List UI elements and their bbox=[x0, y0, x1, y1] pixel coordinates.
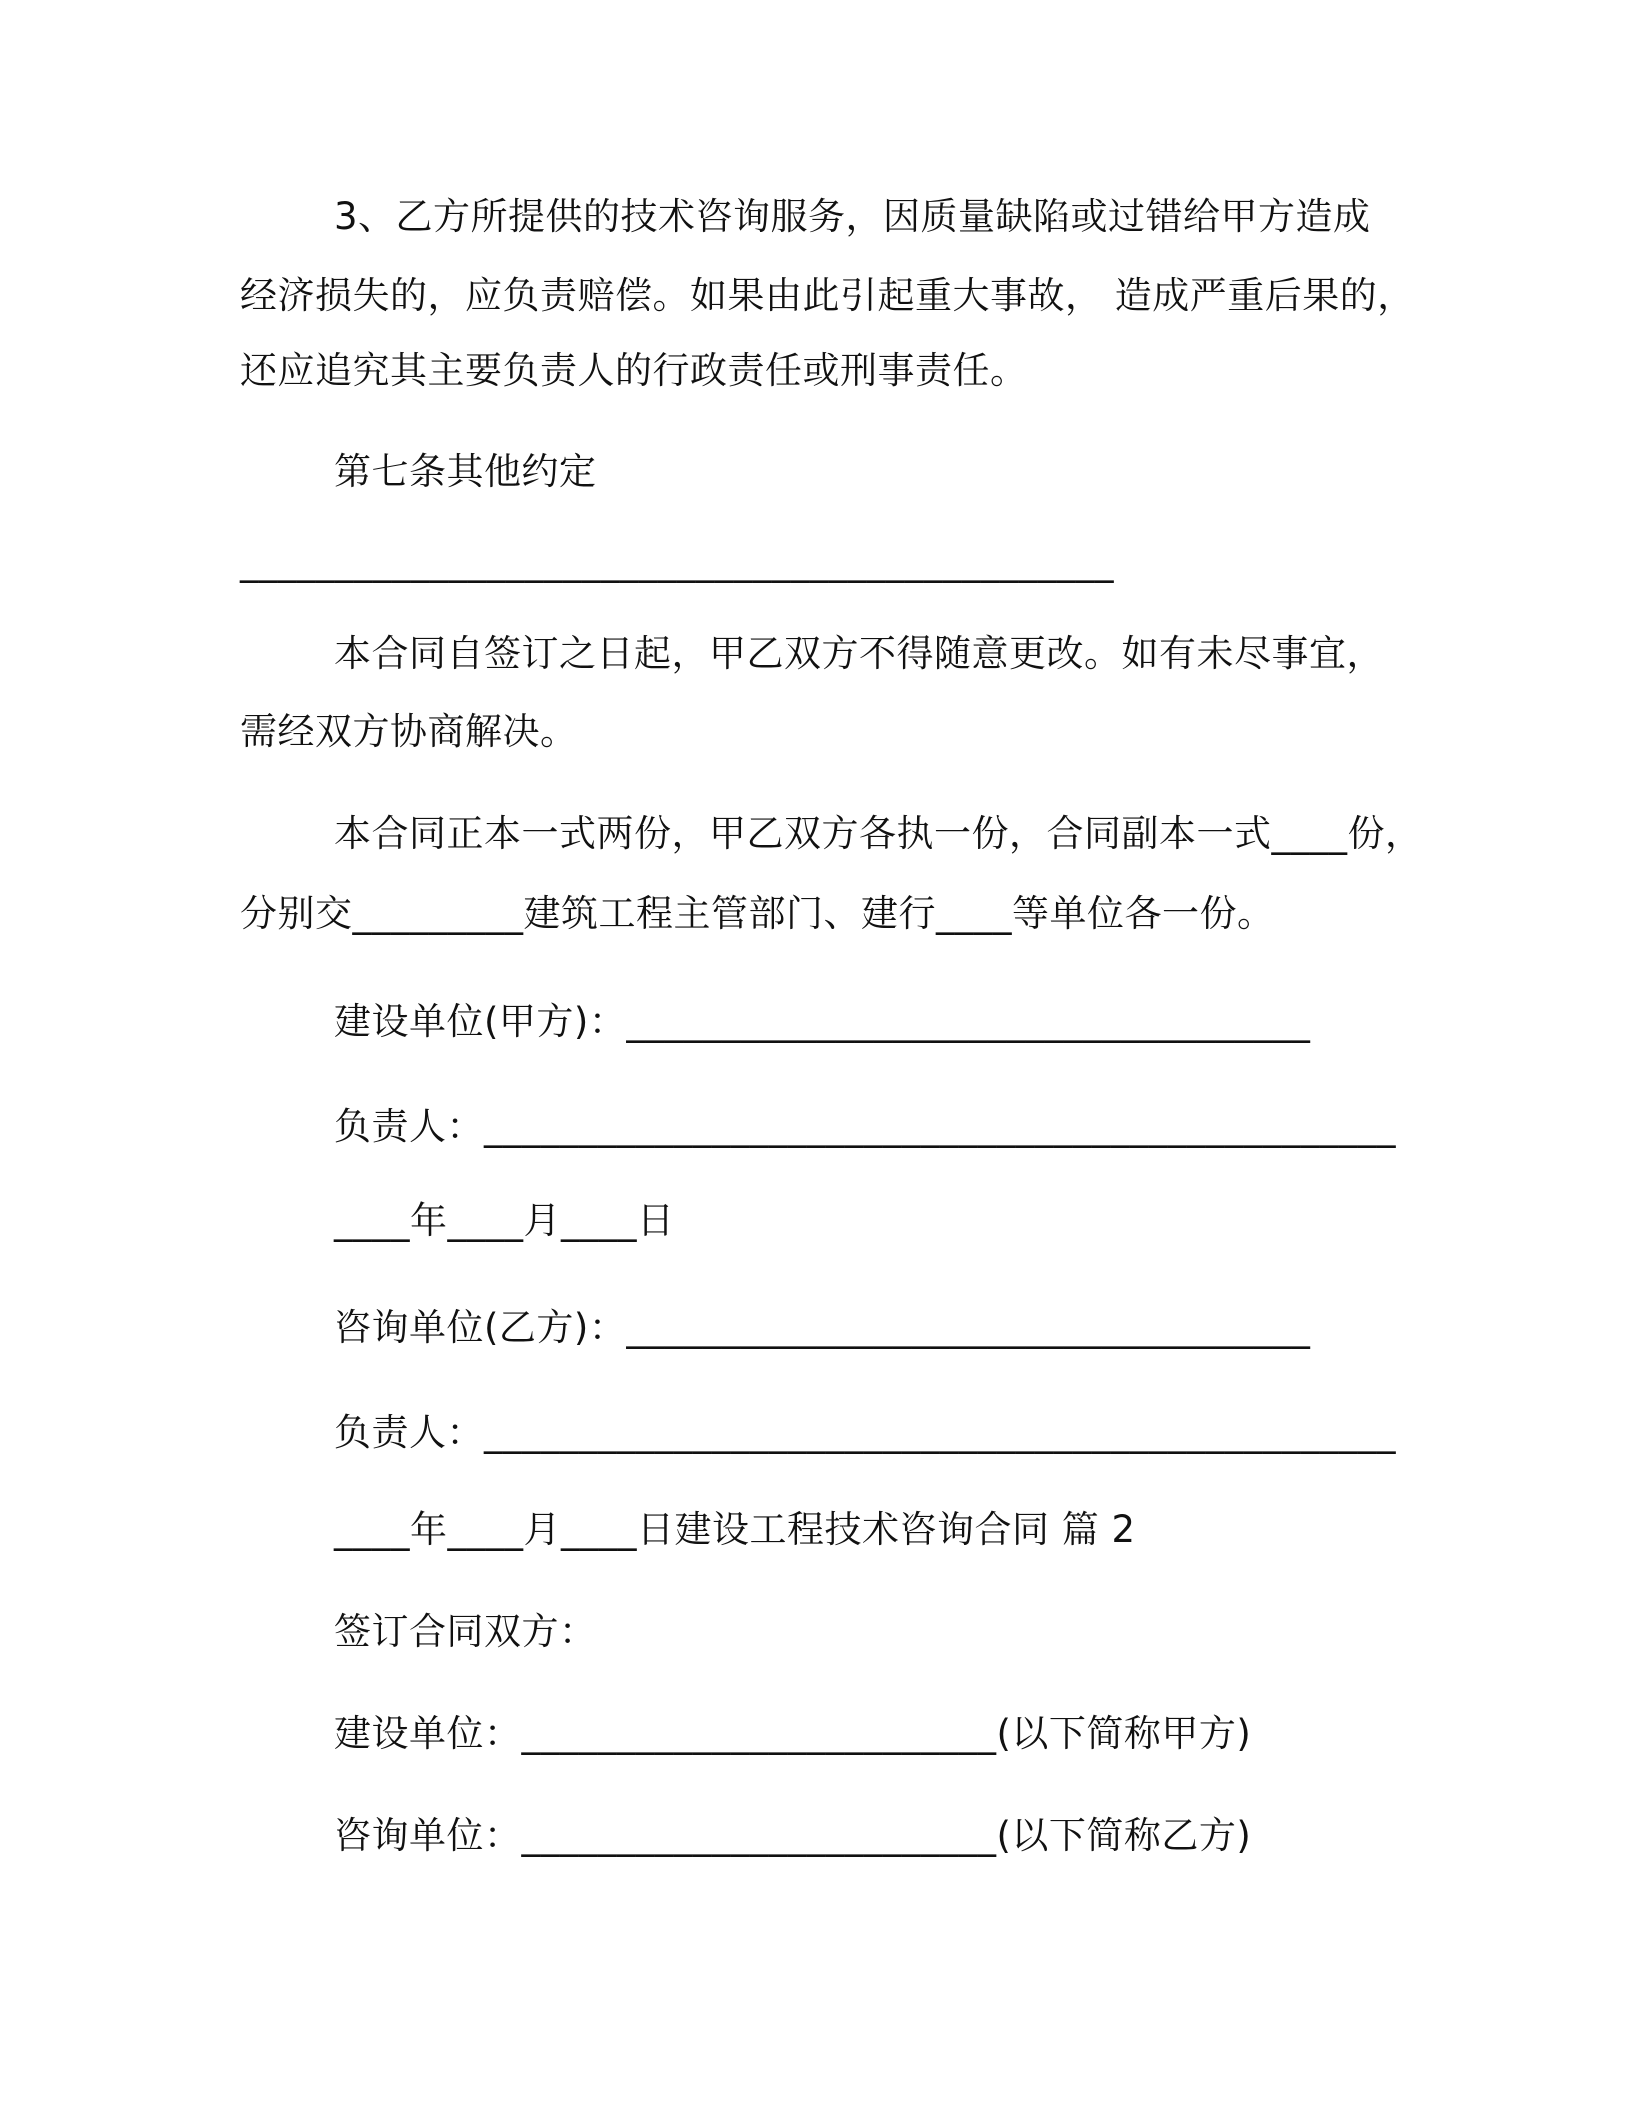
signing-parties-heading: 签订合同双方： bbox=[334, 1610, 597, 1653]
party-b-date-and-section-title: ____年____月____日建设工程技术咨询合同 篇 2 bbox=[334, 1508, 1136, 1551]
consulting-unit-line: 咨询单位：_________________________(以下简称乙方) bbox=[334, 1814, 1252, 1857]
party-a-representative: 负责人：________________________________________________ bbox=[334, 1105, 1396, 1148]
validity-line-2: 需经双方协商解决。 bbox=[240, 710, 578, 753]
party-b-representative: 负责人：________________________________________________ bbox=[334, 1411, 1396, 1454]
party-b-unit: 咨询单位(乙方)：____________________________________ bbox=[334, 1306, 1311, 1349]
article-7-blank-line: ______________________________________________ bbox=[240, 540, 1114, 583]
copies-line-2: 分别交_________建筑工程主管部门、建行____等单位各一份。 bbox=[240, 892, 1275, 935]
copies-line-1: 本合同正本一式两份，甲乙双方各执一份，合同副本一式____份， bbox=[334, 812, 1423, 855]
clause-3-line-3: 还应追究其主要负责人的行政责任或刑事责任。 bbox=[240, 349, 1028, 392]
validity-line-1: 本合同自签订之日起，甲乙双方不得随意更改。如有未尽事宜， bbox=[334, 632, 1384, 675]
construction-unit-line: 建设单位：_________________________(以下简称甲方) bbox=[334, 1712, 1252, 1755]
party-a-date: ____年____月____日 bbox=[334, 1199, 675, 1242]
clause-3-line-1: 3、乙方所提供的技术咨询服务，因质量缺陷或过错给甲方造成 bbox=[334, 195, 1371, 238]
article-7-heading: 第七条其他约定 bbox=[334, 450, 597, 493]
clause-3-line-2: 经济损失的，应负责赔偿。如果由此引起重大事故， 造成严重后果的， bbox=[240, 274, 1415, 317]
party-a-unit: 建设单位(甲方)：____________________________________ bbox=[334, 1000, 1311, 1043]
